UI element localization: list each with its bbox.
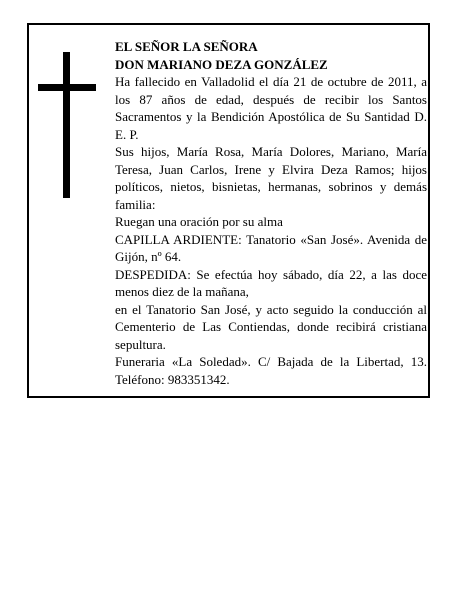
paragraph-farewell: DESPEDIDA: Se efectúa hoy sábado, día 22, a las doce menos diez de la mañana,: [115, 266, 427, 299]
paragraph-funeral-home: Funeraria «La Soledad». C/ Bajada de la Libertad, 13. Teléfono: 983351342.: [115, 354, 427, 387]
paragraph-chapel: CAPILLA ARDIENTE: Tanatorio «San José». Avenida de Gijón, nº 64.: [115, 231, 427, 264]
heading-titles: EL SEÑOR LA SEÑORA: [115, 39, 258, 54]
cross-icon: [38, 52, 96, 198]
paragraph-family: Sus hijos, María Rosa, María Dolores, Mariano, María Teresa, Juan Carlos, Irene y Elvira Deza Ramos; hijos políticos, nietos, bisnietas, hermanas, sobrinos y demás familia:: [115, 144, 427, 212]
heading-deceased-name: DON MARIANO DEZA GONZÁLEZ: [115, 56, 328, 72]
paragraph-burial: en el Tanatorio San José, y acto seguido la conducción al Cementerio de Las Contiendas, donde recibirá cristiana sepultura.: [115, 301, 427, 352]
obituary-text: [115, 38, 427, 388]
cross-vertical-bar: [63, 52, 70, 198]
paragraph-prayer-request: Ruegan una oración por su alma: [115, 214, 283, 229]
paragraph-death-announcement: Ha fallecido en Valladolid el día 21 de octubre de 2011, a los 87 años de edad, después de recibir los Santos Sacramentos y la Bendición Apostólica de Su Santidad D. E. P.: [115, 74, 427, 142]
cross-horizontal-bar: [38, 84, 96, 91]
